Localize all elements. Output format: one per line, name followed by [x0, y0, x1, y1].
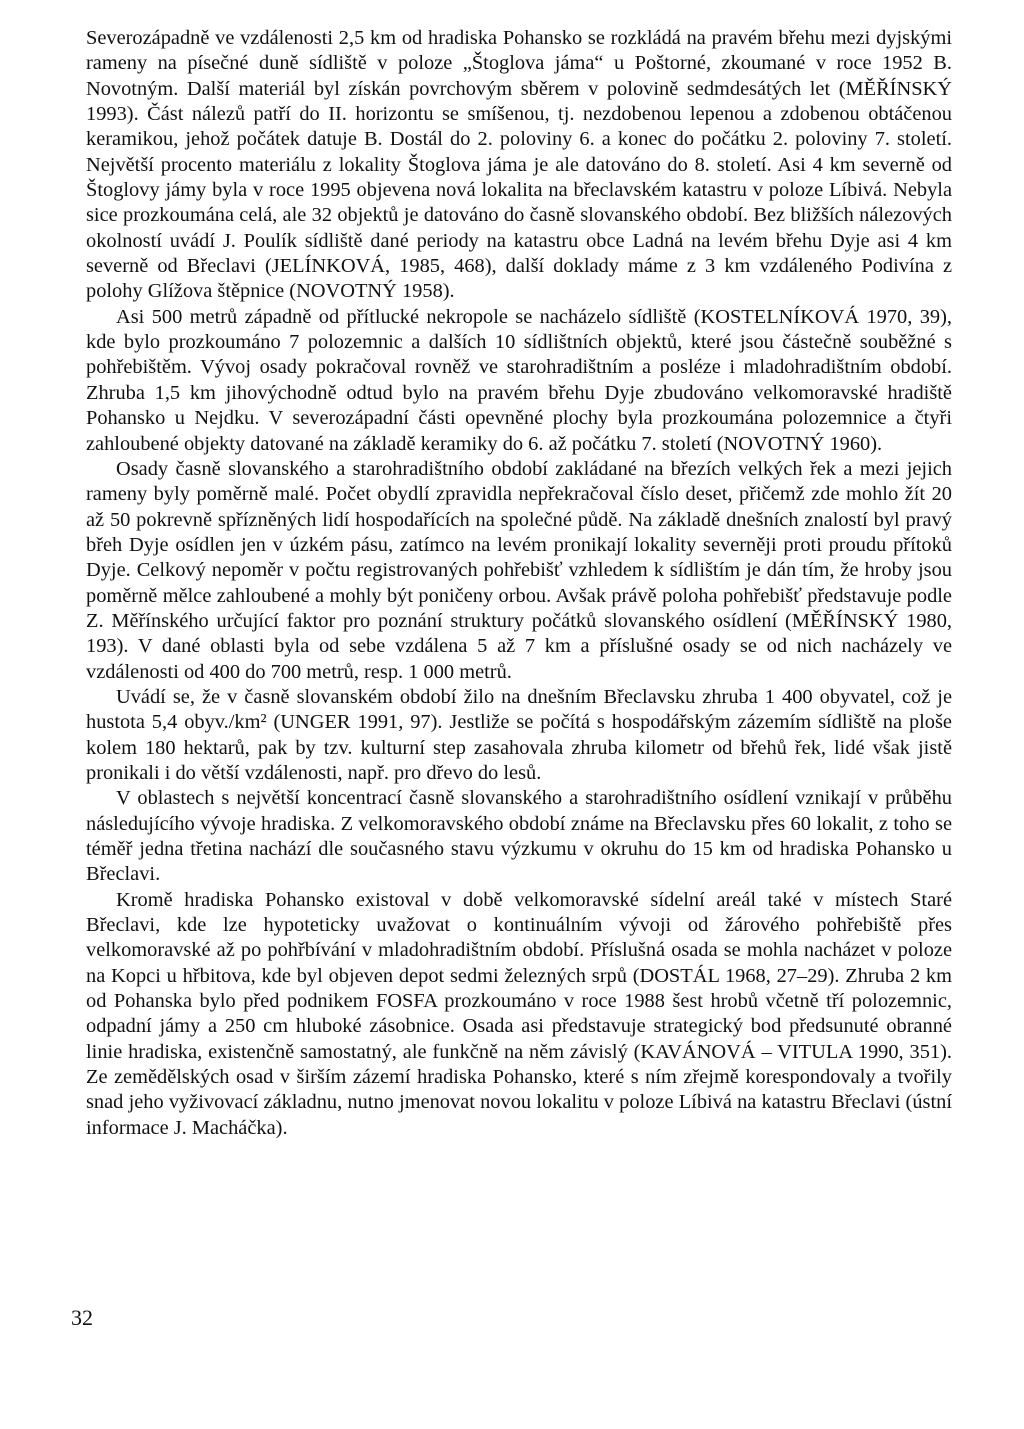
page-body — [86, 26, 952, 1141]
paragraph-1: Severozápadně ve vzdálenosti 2,5 km od hradiska Pohansko se rozkládá na pravém břehu mezi dyjskými rameny na písečné duně sídliště v poloze „Štoglova jáma“ u Poštorné, zkoumané v roce 1952 B. Novotným. Další materiál byl získán povrchovým sběrem v polovině sedmdesátých let (MĚŘÍNSKÝ 1993). Část nálezů patří do II. horizontu se smíšenou, tj. nezdobenou lepenou a zdobenou obtáčenou keramikou, jehož počátek datuje B. Dostál do 2. poloviny 6. a konec do počátku 2. poloviny 7. století. Největší procento materiálu z lokality Štoglova jáma je ale datováno do 8. století. Asi 4 km severně od Štoglovy jámy byla v roce 1995 objevena nová lokalita na břeclavském katastru v poloze Líbivá. Nebyla sice prozkoumána celá, ale 32 objektů je datováno do časně slovanského období. Bez bližších nálezových okolností uvádí J. Poulík sídliště dané periody na katastru obce Ladná na levém břehu Dyje asi 4 km severně od Břeclavi (JELÍNKOVÁ, 1985, 468), další doklady máme z 3 km vzdáleného Podivína z polohy Glížova štěpnice (NOVOTNÝ 1958). — [86, 27, 952, 303]
paragraph-2: Asi 500 metrů západně od přítlucké nekropole se nacházelo sídliště (KOSTELNÍKOVÁ 1970, 39), kde bylo prozkoumáno 7 polozemnic a dalších 10 sídlištních objektů, které jsou částečně souběžné s pohřebištěm. Vývoj osady pokračoval rovněž ve starohradištním a posléze i mladohradištním období. Zhruba 1,5 km jihovýchodně odtud bylo na pravém břehu Dyje zbudováno velkomoravské hradiště Pohansko u Nejdku. V severozápadní části opevněné plochy byla prozkoumána polozemnice a čtyři zahloubené objekty datované na základě keramiky do 6. až počátku 7. století (NOVOTNÝ 1960). — [86, 305, 952, 455]
paragraph-3: Osady časně slovanského a starohradištního období zakládané na březích velkých řek a mezi jejich rameny byly poměrně malé. Počet obydlí zpravidla nepřekračoval číslo deset, přičemž zde mohlo žít 20 až 50 pokrevně spřízněných lidí hospodařících na společné půdě. Na základě dnešních znalostí byl pravý břeh Dyje osídlen jen v úzkém pásu, zatímco na levém pronikají lokality severněji proti proudu přítoků Dyje. Celkový nepoměr v počtu registrovaných pohřebišť vzhledem k sídlištím je dán tím, že hroby jsou poměrně mělce zahloubené a mohly být poničeny orbou. Avšak právě poloha pohřebišť představuje podle Z. Měřínského určující faktor pro poznání struktury počátků slovanského osídlení (MĚŘÍNSKÝ 1980, 193). V dané oblasti byla od sebe vzdálena 5 až 7 km a příslušné osady se od nich nacházely ve vzdálenosti od 400 do 700 metrů, resp. 1 000 metrů. — [86, 457, 952, 683]
paragraph-6: Kromě hradiska Pohansko existoval v době velkomoravské sídelní areál také v místech Staré Břeclavi, kde lze hypoteticky uvažovat o kontinuálním vývoji od žárového pohřebiště přes velkomoravské až po pohřbívání v mladohradištním období. Příslušná osada se mohla nacházet v poloze na Kopci u hřbitova, kde byl objeven depot sedmi železných srpů (DOSTÁL 1968, 27–29). Zhruba 2 km od Pohanska bylo před podnikem FOSFA prozkoumáno v roce 1988 šest hrobů včetně tří polozemnic, odpadní jámy a 250 cm hluboké zásobnice. Osada asi představuje strategický bod předsunuté obranné linie hradiska, existenčně samostatný, ale funkčně na něm závislý (KAVÁNOVÁ – VITULA 1990, 351). Ze zemědělských osad v širším zázemí hradiska Pohansko, které s ním zřejmě korespondovaly a tvořily snad jeho vyživovací základnu, nutno jmenovat novou lokalitu v poloze Líbivá na katastru Břeclavi (ústní informace J. Macháčka). — [86, 888, 952, 1139]
paragraph-4: Uvádí se, že v časně slovanském období žilo na dnešním Břeclavsku zhruba 1 400 obyvatel, což je hustota 5,4 obyv./km² (UNGER 1991, 97). Jestliže se počítá s hospodářským zázemím sídliště na ploše kolem 180 hektarů, pak by tzv. kulturní step zasahovala zhruba kilometr od břehů řek, lidé však jistě pronikali i do větší vzdálenosti, např. pro dřevo do lesů. — [86, 685, 952, 784]
page-number: 32 — [71, 1305, 93, 1330]
paragraph-5: V oblastech s největší koncentrací časně slovanského a starohradištního osídlení vznikají v průběhu následujícího vývoje hradiska. Z velkomoravského období známe na Břeclavsku přes 60 lokalit, z toho se téměř jedna třetina nachází dle současného stavu výzkumu v okruhu do 15 km od hradiska Pohansko u Břeclavi. — [86, 787, 952, 886]
